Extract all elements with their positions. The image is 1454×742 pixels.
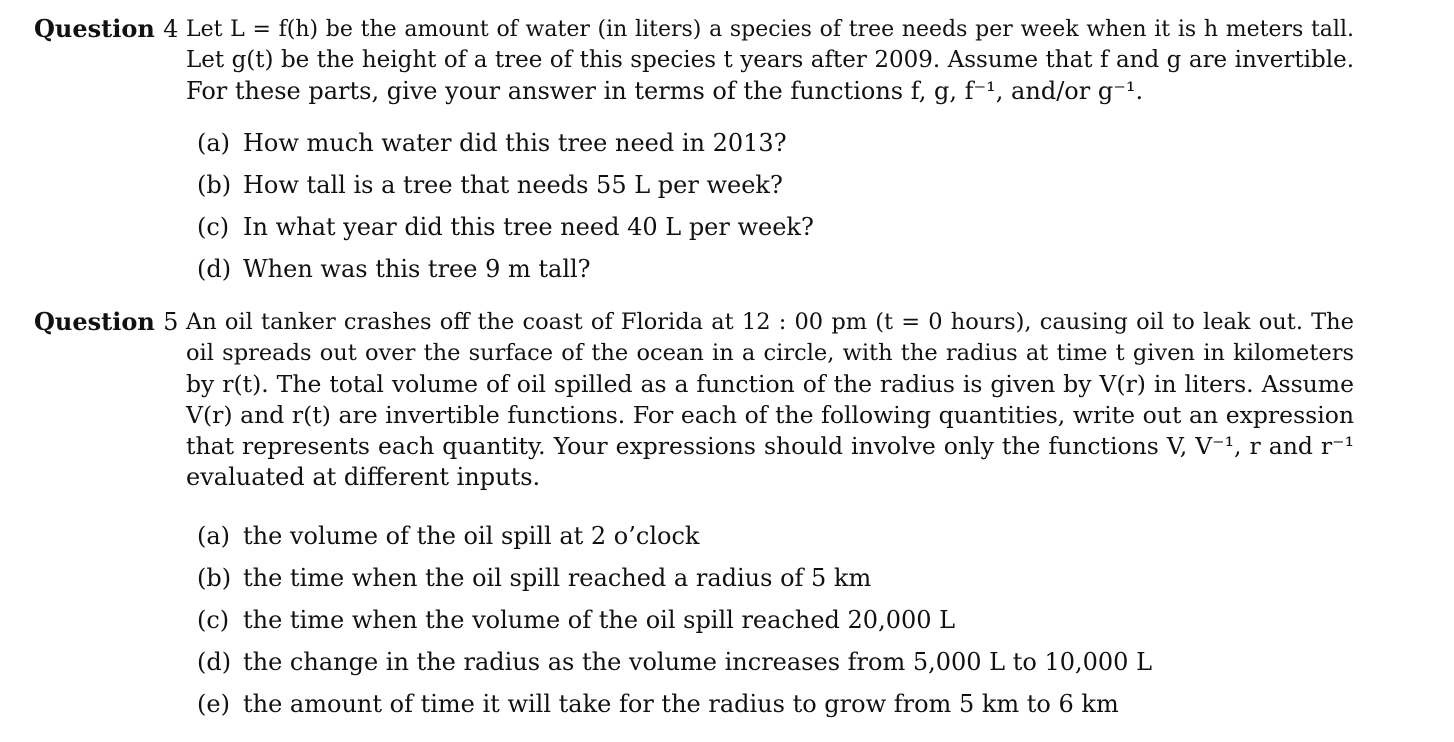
question-4-part-b bbox=[197, 171, 783, 199]
question-5-line-3: by r(t). The total volume of oil spilled as a function of the radius is given by V(r) in liters. Assume bbox=[186, 370, 1354, 398]
part-letter: (a) bbox=[197, 522, 231, 550]
question-5-label-number: 5 bbox=[163, 308, 179, 336]
part-letter: (d) bbox=[197, 648, 232, 676]
part-text: When was this tree 9 m tall? bbox=[243, 255, 591, 283]
question-4 bbox=[34, 14, 1354, 107]
part-text: the time when the oil spill reached a radius of 5 km bbox=[243, 564, 872, 592]
question-4-label-number: 4 bbox=[163, 15, 179, 43]
question-5-part-a bbox=[197, 522, 699, 550]
part-text: In what year did this tree need 40 L per week? bbox=[243, 213, 814, 241]
question-5-part-d bbox=[197, 648, 1152, 676]
question-5-line-1: An oil tanker crashes off the coast of Florida at 12 : 00 pm (t = 0 hours), causing oil to leak out. The bbox=[186, 309, 1354, 335]
question-5-part-c bbox=[197, 606, 955, 634]
question-4-line-3: For these parts, give your answer in terms of the functions f, g, f⁻¹, and/or g⁻¹. bbox=[186, 77, 1144, 105]
part-letter: (b) bbox=[197, 564, 232, 592]
question-4-line-2: Let g(t) be the height of a tree of this species t years after 2009. Assume that f and g are invertible. bbox=[186, 47, 1354, 73]
question-5-line-4: V(r) and r(t) are invertible functions. For each of the following quantities, write out an expression bbox=[186, 401, 1354, 429]
question-4-part-d bbox=[197, 255, 591, 283]
part-letter: (a) bbox=[197, 129, 231, 157]
question-4-part-c bbox=[197, 213, 814, 241]
question-4-prompt bbox=[186, 14, 1354, 107]
question-4-label bbox=[34, 14, 178, 43]
question-5-line-5: that represents each quantity. Your expressions should involve only the functions V, V⁻¹, r and r⁻¹ bbox=[186, 432, 1354, 460]
question-5-label bbox=[34, 307, 178, 336]
question-4-label-word: Question bbox=[34, 14, 155, 43]
question-5-line-2: oil spreads out over the surface of the ocean in a circle, with the radius at time t given in kilometers bbox=[186, 340, 1354, 366]
part-letter: (c) bbox=[197, 213, 230, 241]
question-4-part-a bbox=[197, 129, 787, 157]
part-letter: (e) bbox=[197, 690, 230, 718]
question-5-label-word: Question bbox=[34, 307, 155, 336]
part-letter: (c) bbox=[197, 606, 230, 634]
part-text: How much water did this tree need in 2013? bbox=[243, 129, 787, 157]
part-text: the volume of the oil spill at 2 o’clock bbox=[243, 522, 700, 550]
question-5-line-6: evaluated at different inputs. bbox=[186, 463, 541, 491]
part-text: How tall is a tree that needs 55 L per week? bbox=[243, 171, 783, 199]
question-5-part-e bbox=[197, 690, 1119, 718]
question-4-line-1: Let L = f(h) be the amount of water (in liters) a species of tree needs per week when it is h meters tall. bbox=[186, 17, 1354, 42]
question-5-prompt bbox=[186, 307, 1354, 493]
part-text: the amount of time it will take for the radius to grow from 5 km to 6 km bbox=[243, 690, 1119, 718]
question-5-part-b bbox=[197, 564, 871, 592]
part-text: the time when the volume of the oil spill reached 20,000 L bbox=[243, 606, 956, 634]
question-5 bbox=[34, 307, 1354, 493]
part-text: the change in the radius as the volume increases from 5,000 L to 10,000 L bbox=[243, 648, 1153, 676]
part-letter: (b) bbox=[197, 171, 232, 199]
part-letter: (d) bbox=[197, 255, 232, 283]
